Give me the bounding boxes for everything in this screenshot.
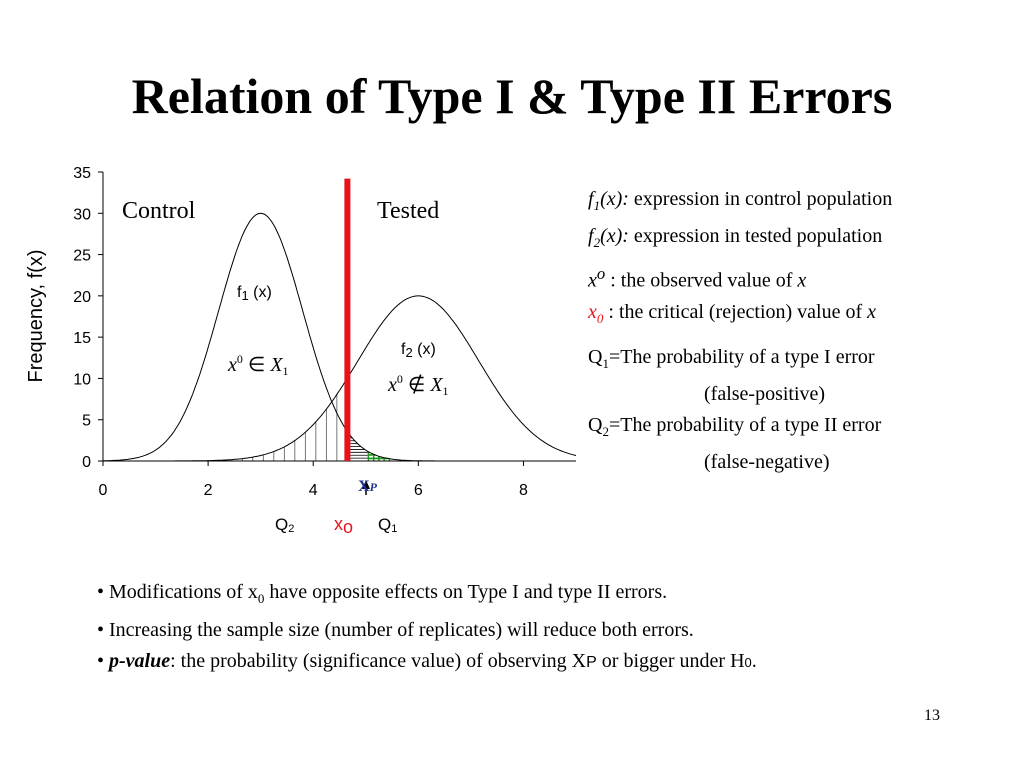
y-tick-label: 15 — [73, 330, 91, 348]
legend-x0-sub: 0 — [596, 310, 604, 326]
legend-f2-desc: expression in tested population — [628, 225, 883, 247]
f1-set-x: x — [228, 354, 237, 376]
legend-f1 — [588, 184, 892, 221]
f1-curve-name: f — [237, 284, 242, 301]
f1-curve-label — [237, 284, 272, 303]
q2-axis-sub: 2 — [288, 523, 295, 535]
f2-set-annotation — [387, 372, 449, 398]
q1-definition — [588, 342, 978, 379]
f1-curve-sub: 1 — [241, 288, 249, 303]
legend-xo-desc: : the observed value of — [605, 269, 798, 292]
q1-sym: Q — [588, 346, 603, 368]
page-number: 13 — [924, 707, 940, 724]
f2-curve-name: f — [401, 341, 406, 358]
y-tick-label: 10 — [73, 371, 91, 389]
x-tick-label: 4 — [308, 482, 318, 499]
xp-label-main: X — [358, 478, 370, 495]
bullet-1-sub: 0 — [257, 591, 265, 606]
bullet-list — [97, 577, 757, 679]
y-tick-label: 30 — [73, 206, 91, 224]
bullet-3-final: . — [751, 650, 757, 672]
bullet-3-sub: P — [586, 654, 597, 671]
legend-x0-sym: x — [588, 300, 597, 323]
xo-axis-label — [334, 514, 353, 537]
bullet-3-h-sub: 0 — [744, 655, 752, 670]
bullet-item: • Modifications of $x_0$ have opposite effects on Type I and type II errors. — [97, 581, 668, 606]
notation-legend — [588, 184, 892, 334]
q2-desc: =The probability of a type II error — [608, 414, 882, 436]
q2-sym: Q — [588, 414, 603, 436]
f2-curve-label — [401, 341, 436, 360]
f1-set-X: X — [270, 354, 283, 376]
q2-definition — [588, 410, 978, 447]
x-tick-label: 2 — [203, 482, 213, 499]
f1-set-sub: 1 — [282, 364, 289, 378]
q1-axis-label — [378, 515, 397, 535]
legend-f1-desc: expression in control population — [628, 188, 893, 210]
bullet-item: • p-value: the probability (significance value) of observing XP or bigger under H0. — [97, 650, 757, 672]
tested-label: Tested — [377, 198, 440, 224]
q1-sub: 1 — [602, 356, 609, 371]
legend-xo-var: x — [797, 269, 807, 292]
x-tick-label: 8 — [518, 482, 528, 499]
legend-f2-sub: 2 — [593, 235, 601, 250]
f1-curve — [103, 213, 576, 461]
f2-set-x: x — [388, 374, 397, 396]
f2-set-sub: 1 — [442, 384, 449, 398]
y-tick-label: 20 — [73, 288, 91, 306]
xo-axis-main: x — [334, 514, 343, 534]
bullet-3-mid: : the probability (significance value) of observing X — [170, 650, 587, 672]
f2-curve-arg: (x) — [412, 341, 436, 358]
f1-curve-arg: (x) — [248, 284, 272, 301]
slide-title: Relation of Type I & Type II Errors — [131, 68, 893, 124]
legend-f2-arg: (x): — [600, 225, 629, 247]
xp-label — [358, 478, 378, 495]
y-tick-label: 5 — [82, 412, 91, 430]
f2-curve — [103, 296, 576, 461]
x-tick-label: 6 — [413, 482, 423, 499]
legend-xo — [588, 258, 892, 297]
y-tick-label: 0 — [82, 454, 91, 471]
bullet-1-post: have opposite effects on Type I and type II errors. — [264, 581, 668, 603]
legend-f2 — [588, 221, 892, 258]
q1-desc: =The probability of a type I error — [608, 346, 875, 368]
f1-set-annotation — [227, 352, 289, 378]
legend-x0-desc: : the critical (rejection) value of — [603, 300, 868, 323]
y-axis-label: Frequency, f(x) — [25, 249, 47, 383]
q1-axis-main: Q — [378, 515, 392, 534]
q1-note: (false-positive) — [704, 383, 826, 405]
f2-set-op: ∉ — [402, 374, 431, 396]
legend-x0-var: x — [867, 300, 877, 323]
q1-axis-sub: 1 — [391, 523, 398, 535]
y-tick-label: 35 — [73, 165, 91, 182]
legend-f1-arg: (x): — [600, 188, 629, 210]
bullet-3-end: or bigger under H — [596, 650, 745, 672]
error-distribution-chart — [0, 150, 590, 550]
q2-sub: 2 — [602, 424, 609, 439]
legend-f2-sym: f — [588, 225, 594, 247]
f2-curve-sub: 2 — [405, 345, 413, 360]
curves — [103, 213, 576, 461]
legend-f1-sub: 1 — [593, 198, 601, 213]
y-tick-label: 25 — [73, 247, 91, 265]
legend-xo-sym: x — [588, 269, 597, 292]
xo-axis-sub: o — [343, 517, 354, 537]
f2-set-sup: 0 — [396, 372, 403, 386]
x-tick-label: 0 — [98, 482, 108, 499]
bullet-2-text: Increasing the sample size (number of replicates) will reduce both errors. — [109, 618, 694, 641]
bullet-item: • Increasing the sample size (number of replicates) will reduce both errors. — [97, 618, 694, 641]
f2-set-X: X — [430, 374, 443, 396]
legend-f1-sym: f — [588, 188, 594, 210]
q2-axis-label — [275, 515, 294, 535]
control-label: Control — [122, 198, 196, 224]
legend-x0 — [588, 297, 892, 334]
f1-set-sup: 0 — [236, 352, 243, 366]
error-definitions — [588, 342, 978, 478]
bullet-3-term: p-value — [109, 650, 171, 672]
q2-axis-main: Q — [275, 515, 289, 534]
f1-set-op: ∈ — [242, 354, 271, 376]
bullet-1-pre: Modifications of x — [109, 581, 258, 603]
xp-label-sub: P — [369, 480, 377, 494]
legend-xo-sup: o — [596, 264, 606, 283]
q2-note: (false-negative) — [704, 451, 830, 473]
